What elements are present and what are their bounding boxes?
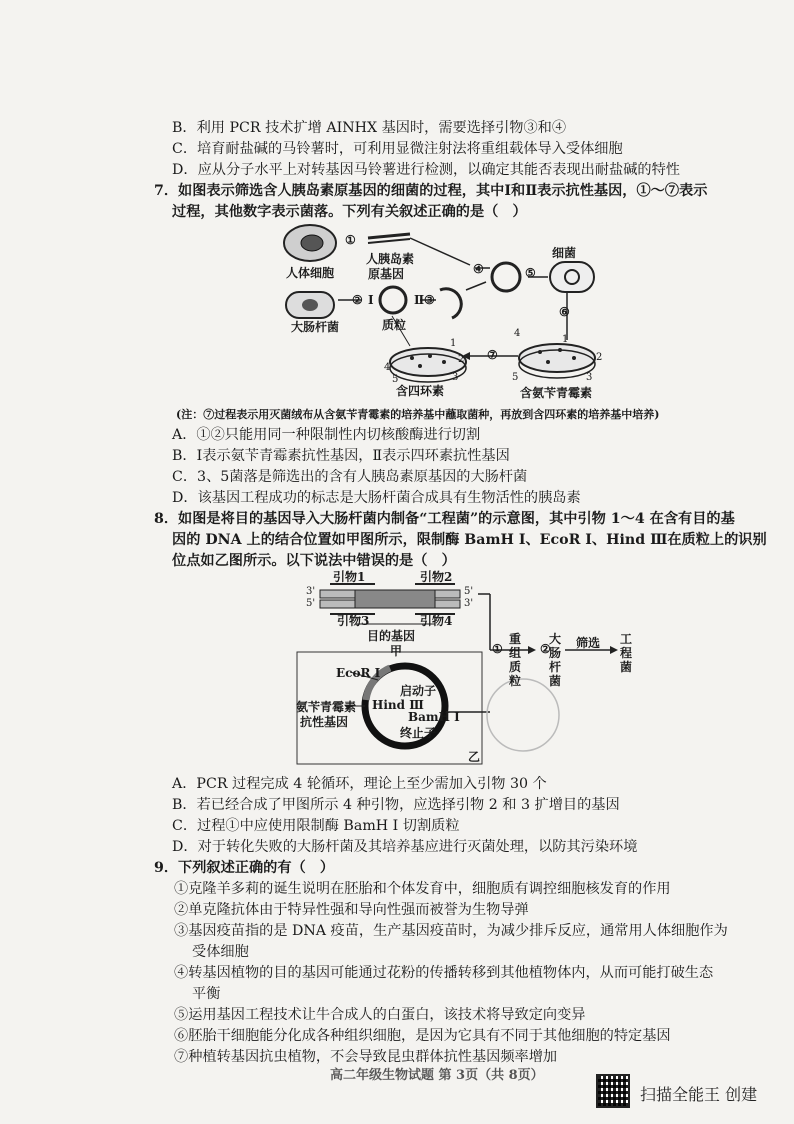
q7-gene-label-2: 原基因: [368, 267, 405, 281]
q9-item-4: ④转基因植物的目的基因可能通过花粉的传播转移到其他植物体内，从而可能打破生态: [174, 965, 714, 981]
q9-item-3: ③基因疫苗指的是 DNA 疫苗，生产基因疫苗时，为减少排斥反应，通常用人体细胞作为: [174, 923, 728, 939]
q8-option-d: D．对于转化失败的大肠杆菌及其培养基应进行灭菌处理，以防其污染环境: [172, 839, 638, 855]
q7-colony-1a: 1: [450, 338, 457, 349]
q8-promoter: 启动子: [400, 684, 437, 698]
q7-option-b: B．Ⅰ表示氨苄青霉素抗性基因，Ⅱ表示四环素抗性基因: [172, 448, 510, 464]
q8-step-1: ①: [492, 642, 503, 656]
page-footer: 高二年级生物试题 第 3页（共 8页）: [330, 1068, 544, 1083]
q8-primer3: 引物3: [337, 614, 370, 628]
q8-stem-line3: 位点如乙图所示。以下说法中错误的是（ ）: [172, 553, 456, 569]
q8-end-5b: 5': [464, 586, 474, 597]
q7-option-a: A．①②只能用同一种限制性内切核酸酶进行切割: [172, 427, 481, 443]
q7-gene-I: Ⅰ: [368, 293, 374, 307]
q8-recomb-1: 重: [509, 632, 522, 646]
q7-colony-4b: 4: [514, 328, 521, 339]
q7-step-7: ⑦: [487, 348, 498, 362]
q8-end-5a: 5': [306, 598, 316, 609]
scanner-brand: 扫描全能王 创建: [640, 1085, 758, 1104]
q9-item-2: ②单克隆抗体由于特异性强和导向性强而被誉为生物导弹: [174, 902, 529, 918]
q7-ecoli-label: 大肠杆菌: [291, 320, 340, 334]
q7-colony-4a: 4: [384, 362, 391, 373]
q7-medium-tet: 含四环素: [396, 384, 445, 398]
q8-eng-2: 程: [620, 646, 633, 660]
q8-stem-line1: 8．如图是将目的基因导入大肠杆菌内制备“工程菌”的示意图，其中引物 1～4 在含有目的基: [154, 511, 735, 527]
q6-option-d: D．应从分子水平上对转基因马铃薯进行检测，以确定其能否表现出耐盐碱的特性: [172, 162, 680, 178]
q7-colony-3b: 3: [586, 372, 593, 383]
q8-eng-3: 菌: [620, 660, 633, 674]
q7-step-5: ⑤: [525, 266, 536, 280]
q8-ecoli-3: 杆: [549, 660, 562, 674]
q7-bacterium-label: 细菌: [552, 246, 577, 260]
q8-step-2: ②: [540, 642, 551, 656]
q7-step-1: ①: [345, 233, 356, 247]
q8-eng-1: 工: [620, 632, 633, 646]
q7-colony-1b: 1: [562, 334, 569, 345]
q9-item-7: ⑦种植转基因抗虫植物，不会导致昆虫群体抗性基因频率增加: [174, 1049, 558, 1065]
q8-primer2: 引物2: [420, 570, 453, 584]
q8-option-c: C．过程①中应使用限制酶 BamH Ⅰ 切割质粒: [172, 818, 460, 834]
q8-hind: Hind Ⅲ: [372, 698, 424, 712]
q7-step-2: ②: [352, 293, 363, 307]
q7-option-d: D．该基因工程成功的标志是大肠杆菌合成具有生物活性的胰岛素: [172, 490, 581, 506]
q7-step-4: ④: [473, 262, 484, 276]
q7-note: (注：⑦过程表示用灭菌绒布从含氨苄青霉素的培养基中蘸取菌种，再放到含四环素的培养基中培养): [176, 408, 660, 421]
q7-colony-5a: 5: [392, 374, 399, 385]
q8-primer1: 引物1: [333, 570, 366, 584]
q7-colony-2a: 2: [458, 354, 465, 365]
q8-ecoli-1: 大: [549, 632, 562, 646]
q8-option-a: A．PCR 过程完成 4 轮循环，理论上至少需加入引物 30 个: [172, 776, 547, 792]
q8-label-jia: 甲: [390, 644, 403, 658]
q9-item-6: ⑥胚胎干细胞能分化成各种组织细胞，是因为它具有不同于其他细胞的特定基因: [174, 1028, 671, 1044]
q6-option-c: C．培育耐盐碱的马铃薯时，可利用显微注射法将重组载体导入受体细胞: [172, 141, 623, 157]
q7-option-c: C．3、5菌落是筛选出的含有人胰岛素原基因的大肠杆菌: [172, 469, 528, 485]
q8-ecoli-4: 菌: [549, 674, 562, 688]
q9-item-5: ⑤运用基因工程技术让牛合成人的白蛋白，该技术将导致定向变异: [174, 1007, 586, 1023]
q9-item-1: ①克隆羊多莉的诞生说明在胚胎和个体发育中，细胞质有调控细胞核发育的作用: [174, 881, 671, 897]
q7-stem-line2: 过程，其他数字表示菌落。下列有关叙述正确的是（ ）: [172, 204, 527, 220]
q8-target-gene: 目的基因: [367, 629, 416, 643]
q6-option-b: B．利用 PCR 技术扩增 AINHX 基因时，需要选择引物③和④: [172, 120, 567, 136]
q8-stem-line2: 因的 DNA 上的结合位置如甲图所示，限制酶 BamH Ⅰ、EcoR Ⅰ、Hind Ⅲ在质粒上的识别: [172, 532, 767, 548]
q8-terminator: 终止子: [400, 726, 437, 740]
q8-end-3b: 3': [464, 598, 474, 609]
q8-bamh: BamH Ⅰ: [408, 710, 460, 724]
q8-amp-line1: 氨苄青霉素: [296, 700, 357, 714]
q8-ecoli-2: 肠: [549, 646, 562, 660]
q8-option-b: B．若已经合成了甲图所示 4 种引物，应选择引物 2 和 3 扩增目的基因: [172, 797, 620, 813]
q9-item-3-cont: 受体细胞: [192, 944, 249, 960]
q7-gene-II: Ⅱ: [414, 293, 425, 307]
q7-human-cell-label: 人体细胞: [286, 266, 335, 280]
q8-label-yi: 乙: [468, 750, 481, 764]
qr-code-icon: [596, 1074, 630, 1108]
q7-gene-label-1: 人胰岛素: [366, 252, 415, 266]
q8-screen: 筛选: [576, 636, 601, 650]
q8-recomb-4: 粒: [509, 674, 522, 688]
q8-ecori: EcoR Ⅰ: [336, 666, 381, 680]
q7-colony-5b: 5: [512, 372, 519, 383]
q8-end-3a: 3': [306, 586, 316, 597]
q7-step-6: ⑥: [559, 305, 570, 319]
q7-step-3: ③: [424, 293, 435, 307]
q8-primer4: 引物4: [420, 614, 453, 628]
q8-amp-line2: 抗性基因: [300, 715, 349, 729]
q7-plasmid-label: 质粒: [382, 318, 407, 332]
q8-recomb-3: 质: [509, 660, 522, 674]
q9-item-4-cont: 平衡: [192, 986, 221, 1002]
q7-colony-2b: 2: [596, 352, 603, 363]
q7-stem-line1: 7．如图表示筛选含人胰岛素原基因的细菌的过程，其中Ⅰ和Ⅱ表示抗性基因，①～⑦表示: [154, 183, 708, 199]
q7-medium-amp: 含氨苄青霉素: [520, 386, 593, 400]
q8-recomb-2: 组: [509, 646, 522, 660]
q9-stem: 9．下列叙述正确的有（ ）: [154, 860, 335, 876]
q7-colony-3a: 3: [452, 372, 459, 383]
